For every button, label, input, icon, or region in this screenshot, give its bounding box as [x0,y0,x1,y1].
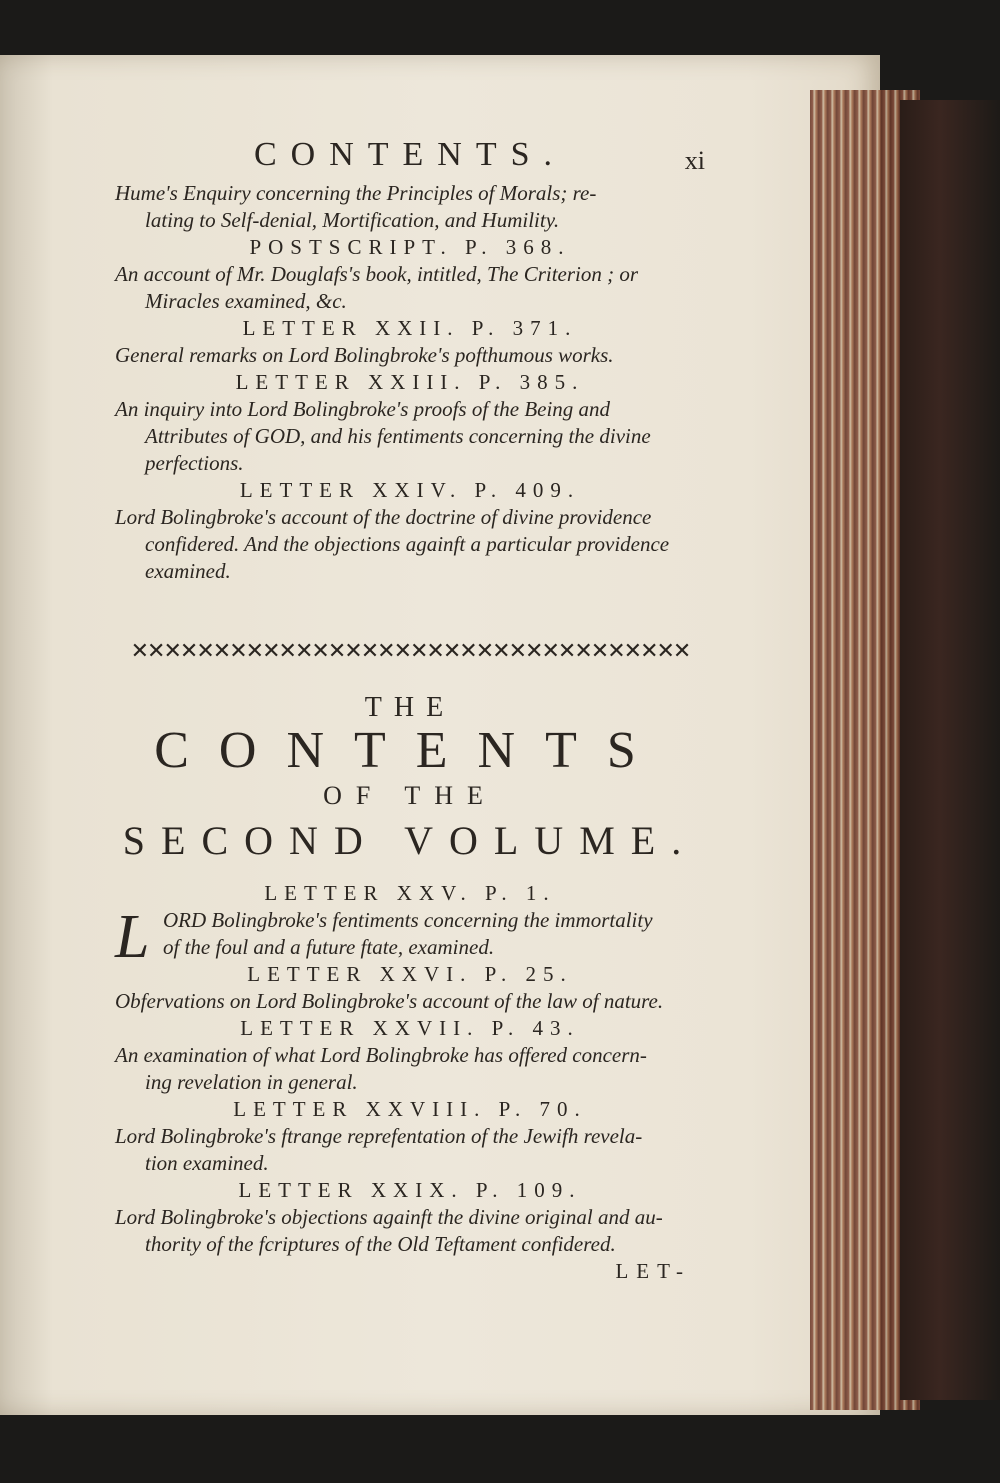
entry-line: thority of the fcriptures of the Old Teftament confidered. [145,1232,616,1256]
entry-line: Lord Bolingbroke's objections againft the divine original and au- [115,1205,663,1229]
page-number: xi [684,146,705,175]
entry-description [115,903,705,971]
entry-line: An examination of what Lord Bolingbroke has offered concern- [115,1043,647,1067]
letter-heading: LETTER XXIX. P. 109. [238,1178,582,1202]
entry-line: Attributes of GOD, and his fentiments concerning the divine [145,424,651,448]
drop-cap: L [115,903,150,971]
entry-line: An account of Mr. Douglafs's book, intitled, The Criterion ; or [115,262,639,286]
entry-line: General remarks on Lord Bolingbroke's pofthumous works. [115,343,614,367]
entry-description [115,261,705,315]
second-section [115,880,705,1258]
letter-heading: LETTER XXIII. P. 385. [235,370,585,394]
title-second-volume: SECOND VOLUME. [122,818,698,863]
ornament-rule: ✕✕✕✕✕✕✕✕✕✕✕✕✕✕✕✕✕✕✕✕✕✕✕✕✕✕✕✕✕✕✕✕✕✕ [130,638,690,663]
entry-line: Hume's Enquiry concerning the Principles of Morals; re- [115,181,597,205]
running-head [115,130,705,180]
catchword: LET- [615,1259,691,1283]
letter-heading: LETTER XXVII. P. 43. [240,1016,580,1040]
entry-line: Miracles examined, &c. [145,289,347,313]
running-title: CONTENTS. [253,136,567,173]
entry-line: of the foul and a future ftate, examined. [163,935,495,959]
entry-line: lating to Self-denial, Mortification, and Humility. [145,208,560,232]
entry-line: tion examined. [145,1151,269,1175]
entry-description [115,180,705,234]
entry-description [115,342,705,369]
entry-line: Obfervations on Lord Bolingbroke's account of the law of nature. [115,989,664,1013]
letter-heading: LETTER XXVIII. P. 70. [233,1097,587,1121]
entry-description [115,988,705,1015]
entry-line: ORD Bolingbroke's fentiments concerning the immortality [163,908,653,932]
page-text [115,130,705,1285]
entry-description [115,1204,705,1258]
title-the: THE [364,692,456,723]
title-contents: CONTENTS [154,722,666,779]
letter-heading: LETTER XXV. P. 1. [264,881,556,905]
letter-heading: LETTER XXVI. P. 25. [247,962,573,986]
entry-line: perfections. [145,451,244,475]
entry-line: Lord Bolingbroke's account of the doctrine of divine providence [115,505,652,529]
entry-description [115,1123,705,1177]
entry-line: confidered. And the objections againft a particular providence [145,532,670,556]
first-section [115,180,705,585]
letter-heading: LETTER XXIV. P. 409. [239,478,581,502]
entry-description [115,1042,705,1096]
entry-line: ing revelation in general. [145,1070,358,1094]
book-cover-edge [900,100,1000,1400]
entry-description [115,396,705,477]
letter-heading: LETTER XXII. P. 371. [242,316,578,340]
entry-line: Lord Bolingbroke's ftrange reprefentation of the Jewifh revela- [115,1124,643,1148]
entry-line: examined. [145,559,231,583]
title-of-the: OF THE [323,781,497,810]
letter-heading: POSTSCRIPT. P. 368. [249,235,571,259]
entry-description [115,504,705,585]
entry-line: An inquiry into Lord Bolingbroke's proofs of the Being and [115,397,611,421]
